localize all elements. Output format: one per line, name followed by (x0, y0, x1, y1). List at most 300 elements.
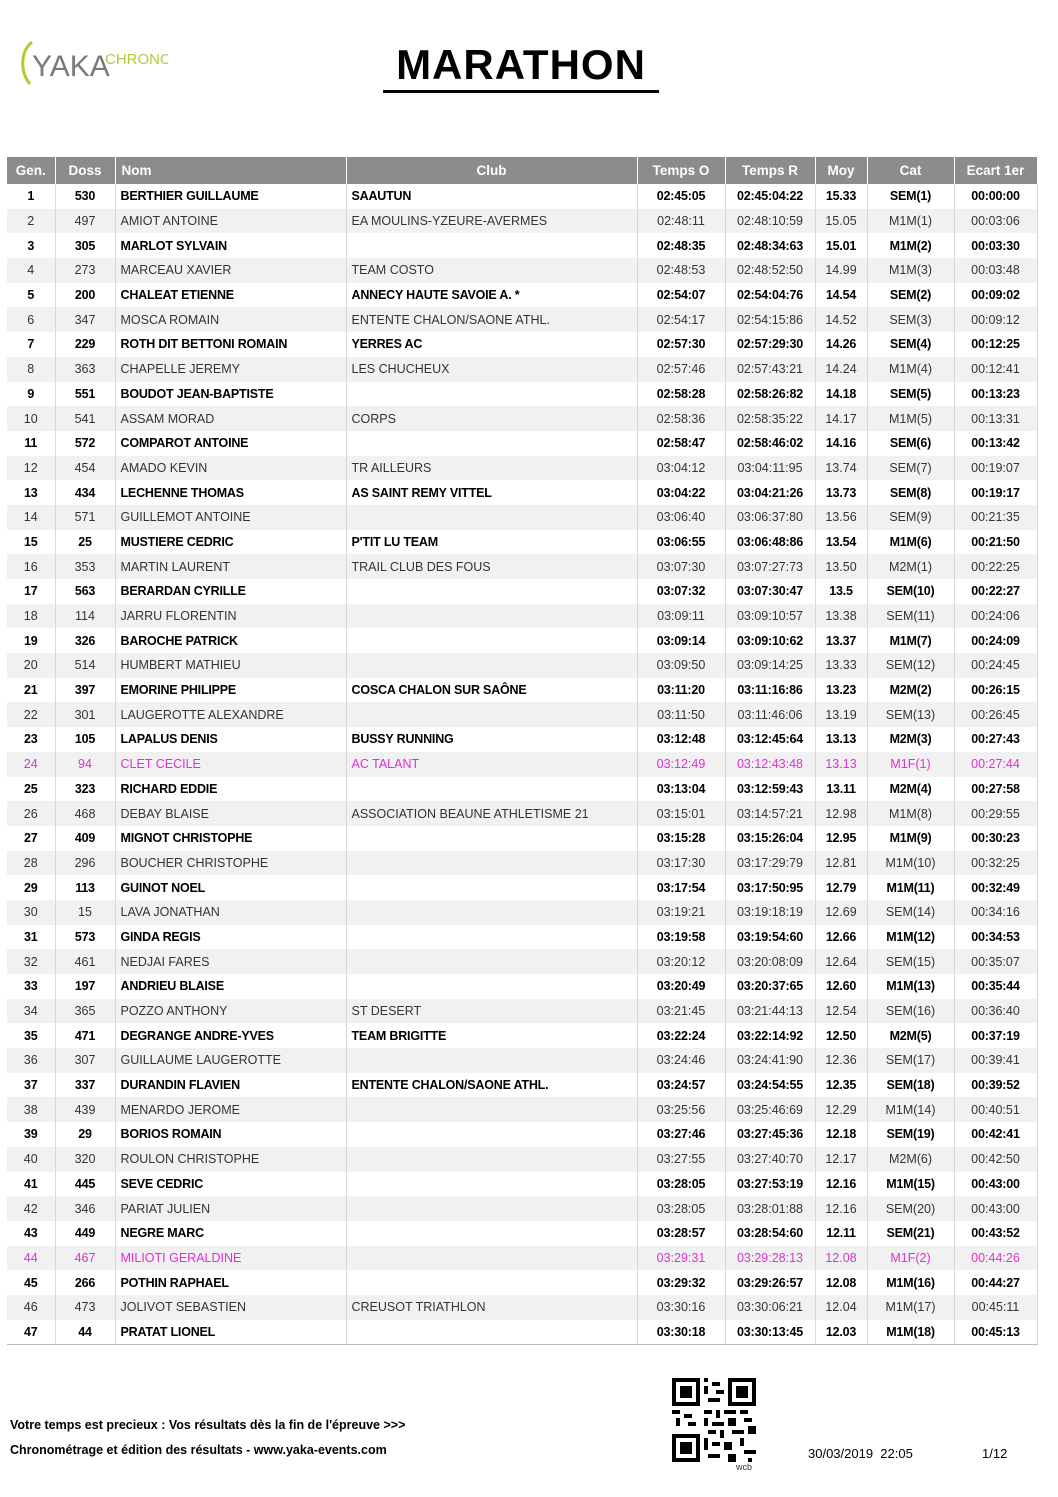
cell-temps-o: 03:04:12 (637, 456, 725, 481)
cell-moy: 12.17 (815, 1147, 867, 1172)
cell-ecart: 00:36:40 (954, 999, 1037, 1024)
cell-gen: 8 (7, 357, 55, 382)
cell-moy: 13.56 (815, 505, 867, 530)
cell-doss: 473 (55, 1295, 115, 1320)
cell-moy: 12.64 (815, 949, 867, 974)
footer-credits: Chronométrage et édition des résultats - www.yaka-events.com (10, 1443, 387, 1457)
cell-moy: 12.03 (815, 1320, 867, 1345)
cell-moy: 13.13 (815, 727, 867, 752)
cell-gen: 9 (7, 382, 55, 407)
table-row (7, 801, 1037, 826)
cell-moy: 12.18 (815, 1122, 867, 1147)
cell-club: TRAIL CLUB DES FOUS (346, 554, 637, 579)
cell-ecart: 00:03:48 (954, 258, 1037, 283)
footer-date: 30/03/2019 22:05 (808, 1446, 913, 1461)
cell-doss: 541 (55, 406, 115, 431)
cell-moy: 13.19 (815, 702, 867, 727)
cell-temps-o: 03:20:49 (637, 974, 725, 999)
cell-temps-r: 03:12:59:43 (725, 777, 815, 802)
qr-caption: wcb (736, 1462, 753, 1472)
cell-doss: 551 (55, 382, 115, 407)
cell-gen: 35 (7, 1023, 55, 1048)
cell-cat: M1M(15) (867, 1172, 954, 1197)
cell-cat: M2M(5) (867, 1023, 954, 1048)
cell-temps-r: 03:20:37:65 (725, 974, 815, 999)
cell-doss: 497 (55, 209, 115, 234)
cell-gen: 27 (7, 826, 55, 851)
cell-moy: 15.05 (815, 209, 867, 234)
cell-temps-o: 03:17:30 (637, 851, 725, 876)
cell-club (346, 653, 637, 678)
cell-gen: 18 (7, 604, 55, 629)
cell-ecart: 00:42:41 (954, 1122, 1037, 1147)
cell-nom: BORIOS ROMAIN (115, 1122, 346, 1147)
table-row (7, 505, 1037, 530)
cell-nom: POTHIN RAPHAEL (115, 1270, 346, 1295)
cell-temps-r: 03:27:53:19 (725, 1172, 815, 1197)
cell-cat: M1M(12) (867, 925, 954, 950)
cell-ecart: 00:32:49 (954, 875, 1037, 900)
col-header-cat: Cat (867, 157, 954, 184)
cell-ecart: 00:19:17 (954, 480, 1037, 505)
cell-nom: ROTH DIT BETTONI ROMAIN (115, 332, 346, 357)
cell-temps-o: 02:58:47 (637, 431, 725, 456)
cell-nom: NEDJAI FARES (115, 949, 346, 974)
cell-nom: MIGNOT CHRISTOPHE (115, 826, 346, 851)
cell-cat: M2M(3) (867, 727, 954, 752)
cell-gen: 33 (7, 974, 55, 999)
table-row (7, 1073, 1037, 1098)
col-header-gen: Gen. (7, 157, 55, 184)
cell-temps-r: 03:24:54:55 (725, 1073, 815, 1098)
table-row (7, 332, 1037, 357)
cell-ecart: 00:09:12 (954, 307, 1037, 332)
cell-doss: 434 (55, 480, 115, 505)
cell-temps-o: 03:11:50 (637, 702, 725, 727)
cell-ecart: 00:39:41 (954, 1048, 1037, 1073)
cell-temps-o: 03:28:05 (637, 1172, 725, 1197)
cell-nom: JOLIVOT SEBASTIEN (115, 1295, 346, 1320)
cell-club (346, 579, 637, 604)
cell-cat: SEM(15) (867, 949, 954, 974)
table-row (7, 1270, 1037, 1295)
cell-temps-r: 02:54:04:76 (725, 283, 815, 308)
cell-ecart: 00:34:53 (954, 925, 1037, 950)
cell-temps-o: 02:54:17 (637, 307, 725, 332)
cell-temps-r: 02:58:46:02 (725, 431, 815, 456)
cell-doss: 114 (55, 604, 115, 629)
table-row (7, 949, 1037, 974)
cell-doss: 397 (55, 678, 115, 703)
cell-cat: M1M(17) (867, 1295, 954, 1320)
cell-temps-o: 03:07:30 (637, 554, 725, 579)
table-row (7, 999, 1037, 1024)
cell-moy: 12.60 (815, 974, 867, 999)
cell-gen: 29 (7, 875, 55, 900)
cell-doss: 409 (55, 826, 115, 851)
cell-temps-r: 02:48:34:63 (725, 233, 815, 258)
cell-nom: GUILLEMOT ANTOINE (115, 505, 346, 530)
cell-temps-o: 03:04:22 (637, 480, 725, 505)
cell-temps-r: 03:17:29:79 (725, 851, 815, 876)
cell-cat: SEM(2) (867, 283, 954, 308)
cell-club (346, 382, 637, 407)
table-row (7, 209, 1037, 234)
cell-temps-r: 03:24:41:90 (725, 1048, 815, 1073)
cell-cat: SEM(11) (867, 604, 954, 629)
cell-ecart: 00:40:51 (954, 1097, 1037, 1122)
cell-club: ENTENTE CHALON/SAONE ATHL. (346, 1073, 637, 1098)
cell-nom: GUILLAUME LAUGEROTTE (115, 1048, 346, 1073)
cell-temps-o: 03:20:12 (637, 949, 725, 974)
cell-temps-r: 03:30:06:21 (725, 1295, 815, 1320)
table-row (7, 1196, 1037, 1221)
cell-temps-o: 02:48:53 (637, 258, 725, 283)
cell-gen: 45 (7, 1270, 55, 1295)
cell-temps-r: 03:04:11:95 (725, 456, 815, 481)
cell-temps-o: 03:15:01 (637, 801, 725, 826)
cell-temps-r: 03:07:27:73 (725, 554, 815, 579)
cell-gen: 3 (7, 233, 55, 258)
cell-temps-o: 02:58:36 (637, 406, 725, 431)
cell-cat: M1M(9) (867, 826, 954, 851)
cell-nom: CHAPELLE JEREMY (115, 357, 346, 382)
cell-moy: 13.33 (815, 653, 867, 678)
cell-ecart: 00:42:50 (954, 1147, 1037, 1172)
cell-club (346, 851, 637, 876)
cell-club: AS SAINT REMY VITTEL (346, 480, 637, 505)
cell-temps-o: 03:17:54 (637, 875, 725, 900)
cell-gen: 4 (7, 258, 55, 283)
cell-ecart: 00:39:52 (954, 1073, 1037, 1098)
cell-gen: 10 (7, 406, 55, 431)
cell-ecart: 00:03:06 (954, 209, 1037, 234)
cell-gen: 15 (7, 530, 55, 555)
cell-club (346, 1320, 637, 1345)
table-row (7, 1048, 1037, 1073)
cell-club: CREUSOT TRIATHLON (346, 1295, 637, 1320)
cell-cat: SEM(9) (867, 505, 954, 530)
table-row (7, 777, 1037, 802)
cell-nom: DEBAY BLAISE (115, 801, 346, 826)
cell-temps-r: 03:19:18:19 (725, 900, 815, 925)
cell-club: TR AILLEURS (346, 456, 637, 481)
cell-temps-o: 03:29:32 (637, 1270, 725, 1295)
cell-temps-o: 03:12:48 (637, 727, 725, 752)
cell-cat: SEM(18) (867, 1073, 954, 1098)
cell-temps-r: 03:27:45:36 (725, 1122, 815, 1147)
cell-temps-o: 03:27:55 (637, 1147, 725, 1172)
cell-temps-r: 03:30:13:45 (725, 1320, 815, 1345)
cell-doss: 337 (55, 1073, 115, 1098)
cell-gen: 26 (7, 801, 55, 826)
cell-ecart: 00:09:02 (954, 283, 1037, 308)
table-row (7, 283, 1037, 308)
cell-ecart: 00:24:09 (954, 628, 1037, 653)
table-row (7, 579, 1037, 604)
cell-cat: SEM(16) (867, 999, 954, 1024)
cell-doss: 353 (55, 554, 115, 579)
cell-doss: 25 (55, 530, 115, 555)
cell-ecart: 00:26:45 (954, 702, 1037, 727)
cell-cat: M1M(13) (867, 974, 954, 999)
cell-cat: M1M(1) (867, 209, 954, 234)
cell-nom: MARLOT SYLVAIN (115, 233, 346, 258)
cell-doss: 449 (55, 1221, 115, 1246)
cell-nom: LAPALUS DENIS (115, 727, 346, 752)
cell-doss: 94 (55, 752, 115, 777)
cell-doss: 365 (55, 999, 115, 1024)
table-row (7, 530, 1037, 555)
cell-doss: 346 (55, 1196, 115, 1221)
cell-doss: 29 (55, 1122, 115, 1147)
cell-moy: 12.08 (815, 1246, 867, 1271)
cell-gen: 47 (7, 1320, 55, 1345)
cell-gen: 30 (7, 900, 55, 925)
cell-ecart: 00:13:23 (954, 382, 1037, 407)
cell-club: P'TIT LU TEAM (346, 530, 637, 555)
table-row (7, 1295, 1037, 1320)
col-header-club: Club (346, 157, 637, 184)
cell-nom: LAVA JONATHAN (115, 900, 346, 925)
cell-nom: HUMBERT MATHIEU (115, 653, 346, 678)
cell-moy: 12.50 (815, 1023, 867, 1048)
table-row (7, 604, 1037, 629)
cell-ecart: 00:44:26 (954, 1246, 1037, 1271)
cell-nom: MARTIN LAURENT (115, 554, 346, 579)
cell-moy: 12.04 (815, 1295, 867, 1320)
col-header-doss: Doss (55, 157, 115, 184)
table-row (7, 925, 1037, 950)
cell-gen: 23 (7, 727, 55, 752)
cell-nom: DEGRANGE ANDRE-YVES (115, 1023, 346, 1048)
cell-temps-r: 02:54:15:86 (725, 307, 815, 332)
cell-club: YERRES AC (346, 332, 637, 357)
cell-gen: 24 (7, 752, 55, 777)
cell-nom: MOSCA ROMAIN (115, 307, 346, 332)
cell-temps-r: 03:11:46:06 (725, 702, 815, 727)
cell-nom: EMORINE PHILIPPE (115, 678, 346, 703)
cell-club (346, 1221, 637, 1246)
cell-gen: 20 (7, 653, 55, 678)
cell-gen: 22 (7, 702, 55, 727)
cell-temps-o: 02:57:30 (637, 332, 725, 357)
cell-temps-o: 03:19:58 (637, 925, 725, 950)
cell-club (346, 1048, 637, 1073)
cell-doss: 439 (55, 1097, 115, 1122)
cell-temps-o: 03:09:11 (637, 604, 725, 629)
cell-temps-o: 03:07:32 (637, 579, 725, 604)
cell-nom: PARIAT JULIEN (115, 1196, 346, 1221)
cell-ecart: 00:24:45 (954, 653, 1037, 678)
cell-ecart: 00:43:00 (954, 1196, 1037, 1221)
cell-doss: 326 (55, 628, 115, 653)
cell-moy: 12.08 (815, 1270, 867, 1295)
cell-nom: NEGRE MARC (115, 1221, 346, 1246)
cell-cat: SEM(5) (867, 382, 954, 407)
cell-doss: 44 (55, 1320, 115, 1345)
cell-nom: BAROCHE PATRICK (115, 628, 346, 653)
cell-temps-o: 03:11:20 (637, 678, 725, 703)
cell-moy: 12.16 (815, 1196, 867, 1221)
col-header-moy: Moy (815, 157, 867, 184)
cell-temps-o: 03:29:31 (637, 1246, 725, 1271)
cell-doss: 307 (55, 1048, 115, 1073)
cell-gen: 13 (7, 480, 55, 505)
cell-moy: 12.69 (815, 900, 867, 925)
cell-club (346, 431, 637, 456)
cell-club: TEAM COSTO (346, 258, 637, 283)
cell-temps-r: 03:09:14:25 (725, 653, 815, 678)
table-row (7, 851, 1037, 876)
cell-moy: 13.38 (815, 604, 867, 629)
cell-club (346, 1196, 637, 1221)
cell-moy: 15.33 (815, 184, 867, 209)
cell-doss: 15 (55, 900, 115, 925)
cell-temps-r: 03:21:44:13 (725, 999, 815, 1024)
cell-nom: AMIOT ANTOINE (115, 209, 346, 234)
cell-cat: M1M(5) (867, 406, 954, 431)
cell-nom: BERTHIER GUILLAUME (115, 184, 346, 209)
cell-gen: 17 (7, 579, 55, 604)
cell-moy: 14.18 (815, 382, 867, 407)
cell-temps-o: 03:06:40 (637, 505, 725, 530)
table-row (7, 382, 1037, 407)
cell-club (346, 974, 637, 999)
cell-gen: 41 (7, 1172, 55, 1197)
table-row (7, 406, 1037, 431)
cell-ecart: 00:27:44 (954, 752, 1037, 777)
cell-temps-o: 03:28:57 (637, 1221, 725, 1246)
cell-cat: M1M(11) (867, 875, 954, 900)
cell-ecart: 00:19:07 (954, 456, 1037, 481)
cell-doss: 454 (55, 456, 115, 481)
cell-cat: SEM(6) (867, 431, 954, 456)
table-row (7, 727, 1037, 752)
cell-club (346, 875, 637, 900)
cell-club (346, 925, 637, 950)
cell-gen: 31 (7, 925, 55, 950)
cell-moy: 13.74 (815, 456, 867, 481)
cell-nom: BOUCHER CHRISTOPHE (115, 851, 346, 876)
cell-cat: SEM(21) (867, 1221, 954, 1246)
cell-temps-r: 02:45:04:22 (725, 184, 815, 209)
table-row (7, 233, 1037, 258)
cell-temps-o: 02:57:46 (637, 357, 725, 382)
cell-moy: 13.11 (815, 777, 867, 802)
cell-temps-r: 03:04:21:26 (725, 480, 815, 505)
cell-ecart: 00:32:25 (954, 851, 1037, 876)
cell-cat: M1M(7) (867, 628, 954, 653)
cell-doss: 571 (55, 505, 115, 530)
cell-moy: 14.26 (815, 332, 867, 357)
cell-temps-r: 03:12:45:64 (725, 727, 815, 752)
cell-club (346, 1270, 637, 1295)
cell-gen: 16 (7, 554, 55, 579)
cell-cat: SEM(7) (867, 456, 954, 481)
cell-nom: BOUDOT JEAN-BAPTISTE (115, 382, 346, 407)
cell-club: ENTENTE CHALON/SAONE ATHL. (346, 307, 637, 332)
table-row (7, 702, 1037, 727)
cell-temps-o: 03:24:46 (637, 1048, 725, 1073)
cell-ecart: 00:34:16 (954, 900, 1037, 925)
cell-temps-o: 03:28:05 (637, 1196, 725, 1221)
svg-text:CHRONO: CHRONO (105, 51, 168, 68)
table-row (7, 678, 1037, 703)
table-row (7, 628, 1037, 653)
cell-doss: 113 (55, 875, 115, 900)
cell-cat: M1F(2) (867, 1246, 954, 1271)
cell-cat: M1M(14) (867, 1097, 954, 1122)
cell-temps-o: 03:21:45 (637, 999, 725, 1024)
table-row (7, 1023, 1037, 1048)
cell-moy: 12.11 (815, 1221, 867, 1246)
cell-gen: 40 (7, 1147, 55, 1172)
cell-temps-r: 03:28:54:60 (725, 1221, 815, 1246)
cell-ecart: 00:12:25 (954, 332, 1037, 357)
cell-temps-o: 03:15:28 (637, 826, 725, 851)
cell-moy: 13.37 (815, 628, 867, 653)
cell-nom: COMPAROT ANTOINE (115, 431, 346, 456)
cell-cat: SEM(17) (867, 1048, 954, 1073)
cell-cat: SEM(14) (867, 900, 954, 925)
cell-temps-o: 03:09:14 (637, 628, 725, 653)
cell-club (346, 1147, 637, 1172)
cell-temps-r: 03:07:30:47 (725, 579, 815, 604)
cell-club (346, 1246, 637, 1271)
cell-temps-o: 02:58:28 (637, 382, 725, 407)
cell-temps-o: 02:48:11 (637, 209, 725, 234)
cell-ecart: 00:21:35 (954, 505, 1037, 530)
cell-ecart: 00:24:06 (954, 604, 1037, 629)
table-row (7, 1097, 1037, 1122)
cell-doss: 301 (55, 702, 115, 727)
cell-gen: 14 (7, 505, 55, 530)
cell-temps-o: 02:45:05 (637, 184, 725, 209)
table-row (7, 1147, 1037, 1172)
cell-moy: 15.01 (815, 233, 867, 258)
page-title: MARATHON (383, 40, 659, 93)
cell-nom: BERARDAN CYRILLE (115, 579, 346, 604)
cell-moy: 12.98 (815, 801, 867, 826)
cell-nom: DURANDIN FLAVIEN (115, 1073, 346, 1098)
cell-club: COSCA CHALON SUR SAÔNE (346, 678, 637, 703)
cell-gen: 5 (7, 283, 55, 308)
cell-moy: 12.81 (815, 851, 867, 876)
cell-temps-r: 03:09:10:62 (725, 628, 815, 653)
cell-moy: 13.50 (815, 554, 867, 579)
cell-doss: 320 (55, 1147, 115, 1172)
cell-gen: 25 (7, 777, 55, 802)
cell-club (346, 1097, 637, 1122)
cell-nom: PRATAT LIONEL (115, 1320, 346, 1345)
cell-moy: 14.52 (815, 307, 867, 332)
cell-ecart: 00:13:31 (954, 406, 1037, 431)
cell-ecart: 00:44:27 (954, 1270, 1037, 1295)
col-header-ecart: Ecart 1er (954, 157, 1037, 184)
table-row (7, 1246, 1037, 1271)
cell-cat: SEM(12) (867, 653, 954, 678)
table-row (7, 1172, 1037, 1197)
cell-temps-o: 03:22:24 (637, 1023, 725, 1048)
cell-temps-r: 03:12:43:48 (725, 752, 815, 777)
cell-doss: 471 (55, 1023, 115, 1048)
cell-temps-r: 02:57:29:30 (725, 332, 815, 357)
page-number: 1/12 (982, 1446, 1008, 1461)
cell-club: ANNECY HAUTE SAVOIE A. * (346, 283, 637, 308)
table-row (7, 653, 1037, 678)
table-row (7, 1320, 1037, 1345)
